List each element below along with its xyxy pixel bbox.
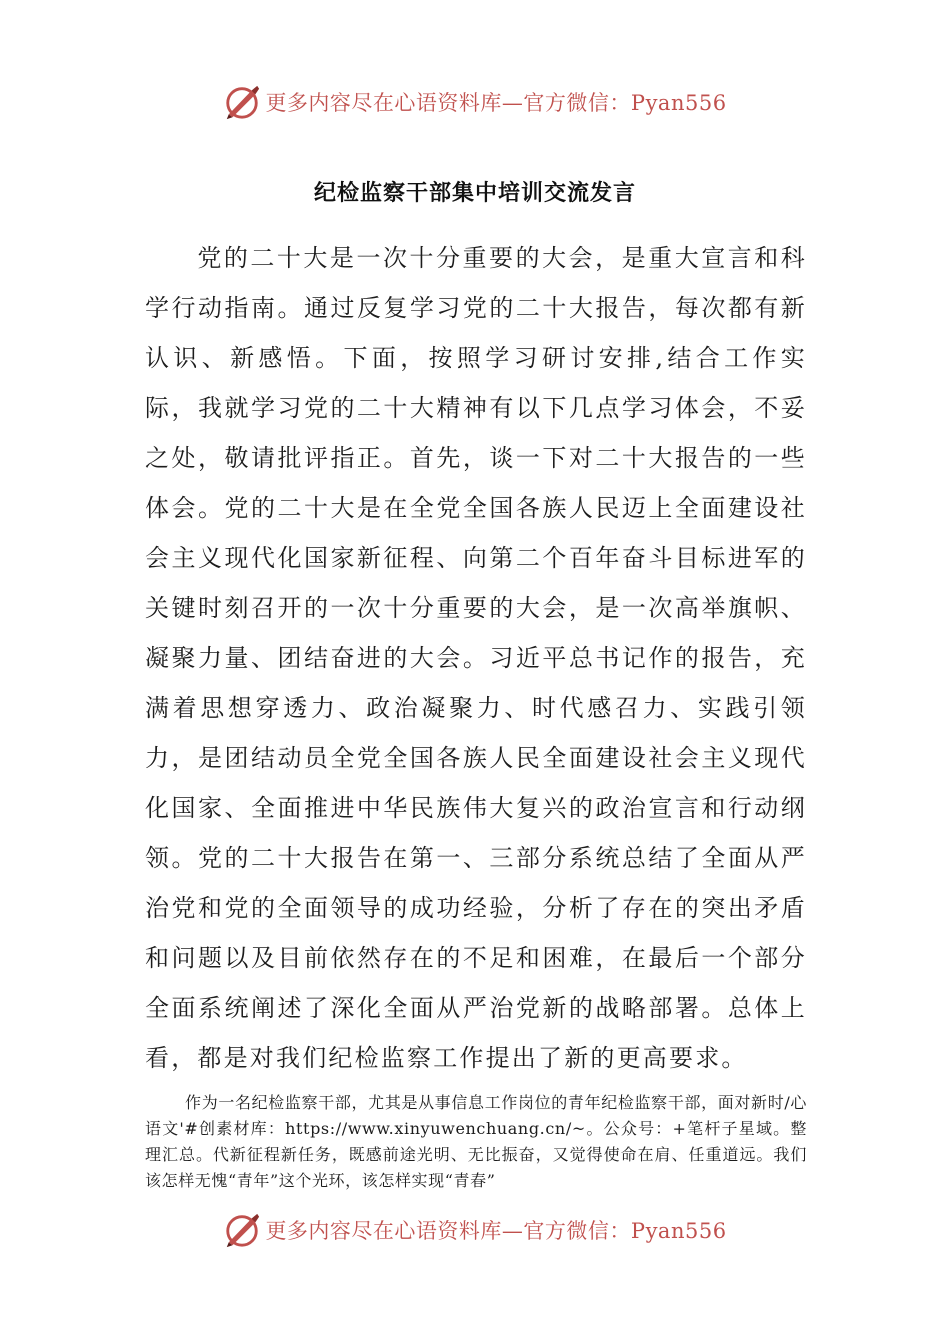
footer-banner [0, 1208, 950, 1252]
main-paragraph [145, 233, 807, 1083]
pen-logo-icon [223, 1211, 261, 1249]
pen-logo-icon [223, 83, 261, 121]
small-paragraph [145, 1090, 807, 1194]
document-title: 纪检监察干部集中培训交流发言 [313, 181, 636, 206]
main-paragraph-text: 党的二十大是一次十分重要的大会，是重大宣言和科学行动指南。通过反复学习党的二十大报告，每次都有新认识、新感悟。下面，按照学习研讨安排,结合工作实际，我就学习党的二十大精神有以下几点学习体会，不妥之处，敬请批评指正。首先，谈一下对二十大报告的一些体会。党的二十大是在全党全国各族人民迈上全面建设社会主义现代化国家新征程、向第二个百年奋斗目标进军的关键时刻召开的一次十分重要的大会，是一次高举旗帜、凝聚力量、团结奋进的大会。习近平总书记作的报告，充满着思想穿透力、政治凝聚力、时代感召力、实践引领力，是团结动员全党全国各族人民全面建设社会主义现代化国家、全面推进中华民族伟大复兴的政治宣言和行动纲领。党的二十大报告在第一、三部分系统总结了全面从严治党和党的全面领导的成功经验，分析了存在的突出矛盾和问题以及目前依然存在的不足和困难，在最后一个部分全面系统阐述了深化全面从严治党新的战略部署。总体上看，都是对我们纪检监察工作提出了新的更高要求。 [145, 244, 807, 1072]
banner-text: 更多内容尽在心语资料库—官方微信：Pyan556 [265, 1219, 727, 1243]
header-banner [0, 80, 950, 124]
small-paragraph-text: 作为一名纪检监察干部，尤其是从事信息工作岗位的青年纪检监察干部，面对新时/心语文'#创素材库：https://www.xinyuwenchuang.cn/~。公众号：+笔杆子星域。整理汇总。代新征程新任务，既感前途光明、无比振奋，又觉得使命在肩、任重道远。我们该怎样无愧“青年”这个光环，该怎样实现“青春” [145, 1093, 807, 1190]
banner-text: 更多内容尽在心语资料库—官方微信：Pyan556 [265, 91, 727, 115]
